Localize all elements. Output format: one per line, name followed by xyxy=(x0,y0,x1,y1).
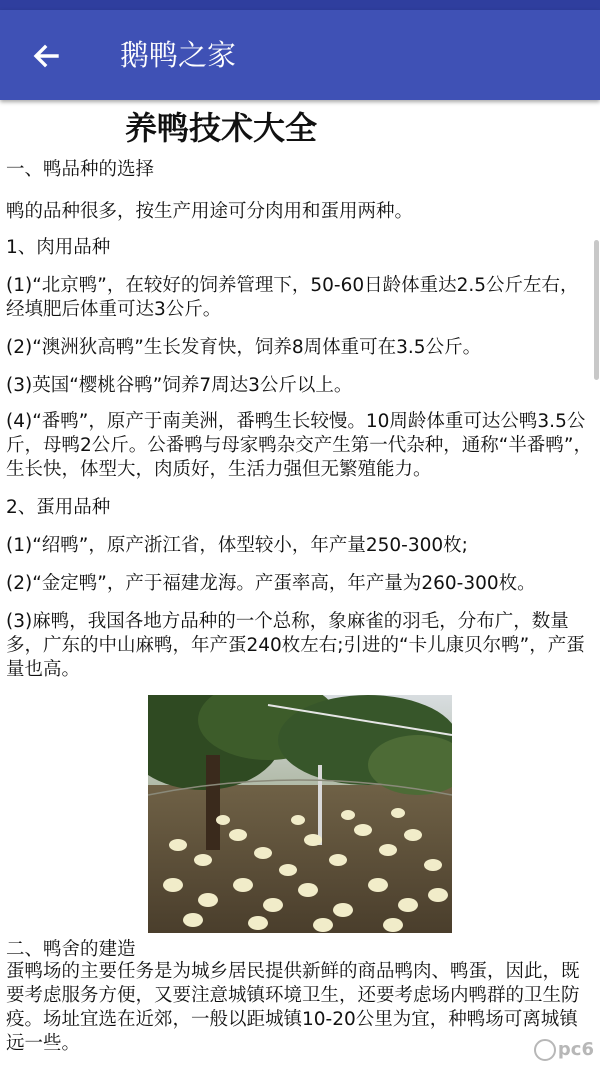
section-heading: 一、鸭品种的选择 xyxy=(6,159,155,180)
status-bar xyxy=(0,0,600,10)
back-button[interactable] xyxy=(24,34,68,78)
paragraph: 鸭的品种很多，按生产用途可分肉用和蛋用两种。 xyxy=(6,201,414,222)
paragraph: (4)“番鸭”，原产于南美洲，番鸭生长较慢。10周龄体重可达公鸭3.5公斤，母鸭2公斤。公番鸭与母家鸭杂交产生第一代杂种，通称“半番鸭”，生长快，体型大，肉质好，生活力强但无繁殖能力。 xyxy=(6,411,592,480)
subsection-heading: 2、蛋用品种 xyxy=(6,497,111,518)
watermark-text: pc6 xyxy=(557,1039,594,1060)
watermark-logo-icon xyxy=(534,1039,556,1061)
paragraph: (1)“北京鸭”，在较好的饲养管理下，50-60日龄体重达2.5公斤左右，经填肥后体重可达3公斤。 xyxy=(6,275,579,320)
section-heading: 二、鸭舍的建造 xyxy=(6,939,136,960)
article-title: 养鸭技术大全 xyxy=(125,109,318,147)
arrow-left-icon xyxy=(24,34,68,78)
paragraph: (3)英国“樱桃谷鸭”饲养7周达3公斤以上。 xyxy=(6,375,353,396)
article-content[interactable] xyxy=(0,100,600,1067)
app-title: 鹅鸭之家 xyxy=(120,38,237,72)
duck-farm-illustration xyxy=(148,695,452,933)
paragraph: (3)麻鸭，我国各地方品种的一个总称，象麻雀的羽毛，分布广，数量多，广东的中山麻鸭，年产蛋240枚左右;引进的“卡儿康贝尔鸭”，产蛋量也高。 xyxy=(6,611,585,680)
watermark xyxy=(534,1039,594,1061)
duck-farm-photo xyxy=(148,695,452,933)
scrollbar[interactable] xyxy=(594,240,599,380)
subsection-heading: 1、肉用品种 xyxy=(6,237,111,258)
app-bar xyxy=(0,10,600,100)
paragraph: 蛋鸭场的主要任务是为城乡居民提供新鲜的商品鸭肉、鸭蛋，因此，既要考虑服务方便，又要注意城镇环境卫生，还要考虑场内鸭群的卫生防疫。场址宜选在近郊，一般以距城镇10-20公里为宜，种鸭场可离城镇远一些。 xyxy=(6,961,580,1054)
paragraph: (2)“金定鸭”，产于福建龙海。产蛋率高，年产量为260-300枚。 xyxy=(6,573,536,594)
paragraph: (2)“澳洲狄高鸭”生长发育快，饲养8周体重可在3.5公斤。 xyxy=(6,337,482,358)
paragraph: (1)“绍鸭”，原产浙江省，体型较小，年产量250-300枚; xyxy=(6,535,468,556)
